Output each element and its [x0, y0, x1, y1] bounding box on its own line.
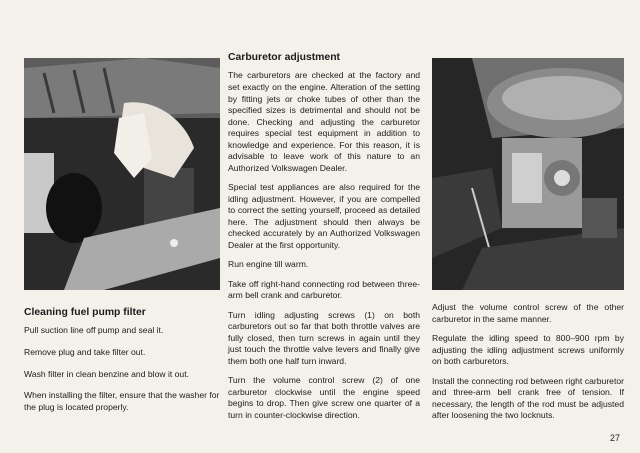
middle-paragraph: Run engine till warm. [228, 259, 309, 270]
right-column [432, 58, 624, 430]
fuel-pump-photo [24, 58, 220, 290]
middle-paragraph: Special test appliances are also required for the idling adjustment. However, if you are compelled to correct the setting yourself, proceed as detailed here. The adjustment should then always be checked accurately by an Authorized Volkswagen Dealer at the first opportunity. [228, 182, 420, 250]
right-paragraph: Install the connecting rod between right carburetor and three-arm bell crank free of tension. If necessary, the length of the rod must be adjusted after loosening the two locknuts. [432, 375, 624, 421]
page-number: 27 [609, 433, 620, 443]
middle-paragraph: Take off right-hand connecting rod between three-arm bell crank and carburetor. [228, 278, 420, 301]
left-paragraph: Remove plug and take filter out. [24, 347, 146, 357]
carburetor-photo [432, 58, 624, 290]
left-paragraph: Wash filter in clean benzine and blow it out. [24, 368, 189, 379]
right-paragraph: Adjust the volume control screw of the other carburetor in the same manner. [432, 302, 624, 324]
middle-paragraph: Turn idling adjusting screws (1) on both carburetors out so far that both throttle valves are fully closed, then turn screws in again until they just touch the throttle valve levers and finally give them both one half turn inward. [228, 309, 420, 366]
middle-paragraph: Turn the volume control screw (2) of one carburetor clockwise until the engine speed begins to drop. Then give screw one quarter of a turn in counter-clockwise direction. [228, 375, 420, 420]
fuel-pump-heading: Cleaning fuel pump filter [24, 307, 146, 318]
middle-paragraph: The carburetors are checked at the factory and set exactly on the engine. Alteration of the setting by fitting jets or choke tubes of other than the specified sizes is detrimental and should not be done. Checking and adjusting the carburetor requires special test equipment in addition to knowledge and experience. For this reason, it is advisable to leave work of this nature to an Authorized Volkswagen Dealer. [228, 70, 420, 173]
left-paragraph: When installing the filter, ensure that the washer for the plug is located properly. [24, 390, 220, 412]
left-paragraph: Pull suction line off pump and seal it. [24, 325, 164, 336]
middle-column [228, 52, 420, 429]
carburetor-heading: Carburetor adjustment [228, 52, 341, 63]
left-column [24, 58, 220, 423]
right-paragraph: Regulate the idling speed to 800–900 rpm by adjusting the idling adjustment screws uniformly on both carburetors. [432, 333, 624, 367]
